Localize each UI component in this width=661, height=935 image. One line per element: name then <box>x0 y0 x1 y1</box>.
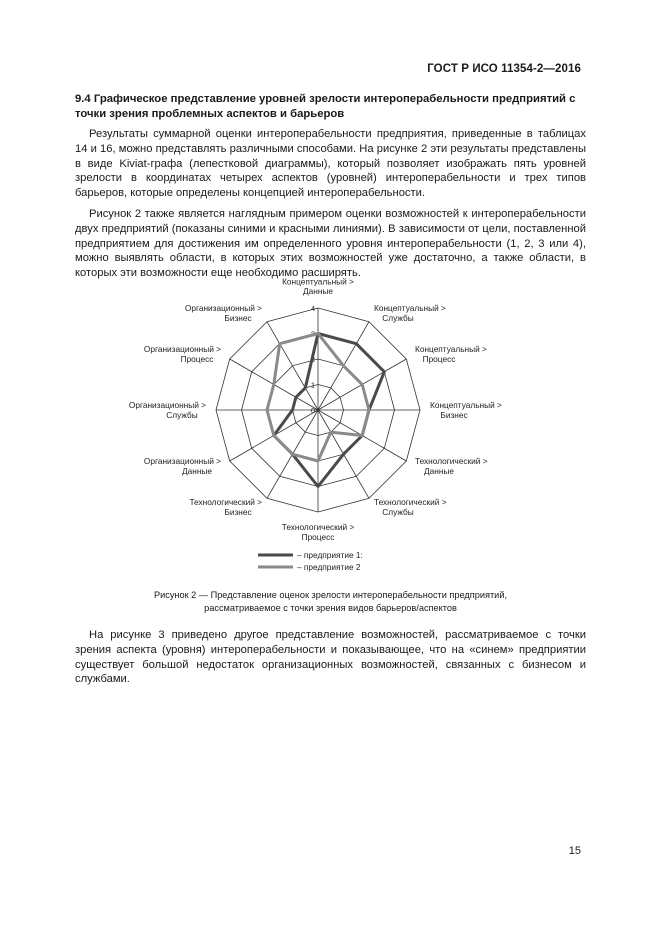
tick-label: 1 <box>310 380 316 390</box>
tick-label: 4 <box>310 304 316 313</box>
axis-label: Технологический > Процесс <box>281 522 355 542</box>
figure-caption-line-1: Рисунок 2 — Представление оценок зрелости интероперабельности предприятий, <box>153 590 508 600</box>
axis-label: Концептуальный > Службы <box>374 303 446 323</box>
axis-label: Концептуальный > Бизнес <box>430 400 502 420</box>
paragraph-3: На рисунке 3 приведено другое представление возможностей, рассматриваемое с точки зрения аспекта (уровня) интероперабельности и показывающее, что на «синем» предприятии существует большой недостаток организационных возможностей, связанных с бизнесом и службами. <box>75 629 586 686</box>
axis-label: Технологический > Службы <box>374 497 447 517</box>
chart-legend <box>258 550 363 572</box>
axis-label: Технологический > Бизнес <box>189 497 262 517</box>
tick-label: 2 <box>310 355 316 364</box>
paragraph-1: Результаты суммарной оценки интероперабельности предприятия, приведенные в таблицах 14 и 16, можно представлять различными способами. На рисунке 2 эти результаты представлены в виде Kiviat-графа (лепестковой диаграммы), который позволяет изображать пять уровней зрелости в координатах четырех аспектов (уровней) интероперабельности и трех типов барьеров, которые определены концепцией интероперабельности. <box>75 128 586 200</box>
paragraph-2: Рисунок 2 также является наглядным примером оценки возможностей к интероперабельности двух предприятий (показаны синими и красными линиями). В зависимости от цели, поставленной предприятием для достижения им определенного уровня интероперабельности (1, 2, 3 или 4), можно выявлять области, в которых этих возможностей уже достаточно, а также области, в которых эти возможности еще необходимо расширять. <box>75 208 586 280</box>
axis-label: Организационный > Данные <box>143 456 221 476</box>
axis-label: Организационный > Службы <box>128 400 206 420</box>
axis-label: Концептуальный > Процесс <box>415 344 487 364</box>
kiviat-chart <box>0 265 661 587</box>
tick-label: 0 <box>310 406 316 415</box>
axis-label: Концептуальный > Данные <box>282 276 354 297</box>
tick-label: 3 <box>310 329 316 339</box>
axis-label: Технологический > Данные <box>415 456 488 476</box>
axis-label: Организационный > Бизнес <box>184 303 262 323</box>
page-number: 15 <box>568 845 581 857</box>
standard-id: ГОСТ Р ИСО 11354-2—2016 <box>427 63 581 75</box>
chart-axis-labels <box>129 276 502 541</box>
figure-caption <box>0 589 661 614</box>
figure-caption-line-2: рассматриваемое с точки зрения видов барьеров/аспектов <box>204 602 457 613</box>
section-title: 9.4 Графическое представление уровней зрелости интероперабельности предприятий с точки зрения проблемных аспектов и барьеров <box>75 93 576 120</box>
legend-label-2: – предприятие 2 <box>297 562 361 572</box>
axis-label: Организационный > Процесс <box>143 344 221 364</box>
legend-label-1: – предприятие 1: <box>297 550 363 560</box>
